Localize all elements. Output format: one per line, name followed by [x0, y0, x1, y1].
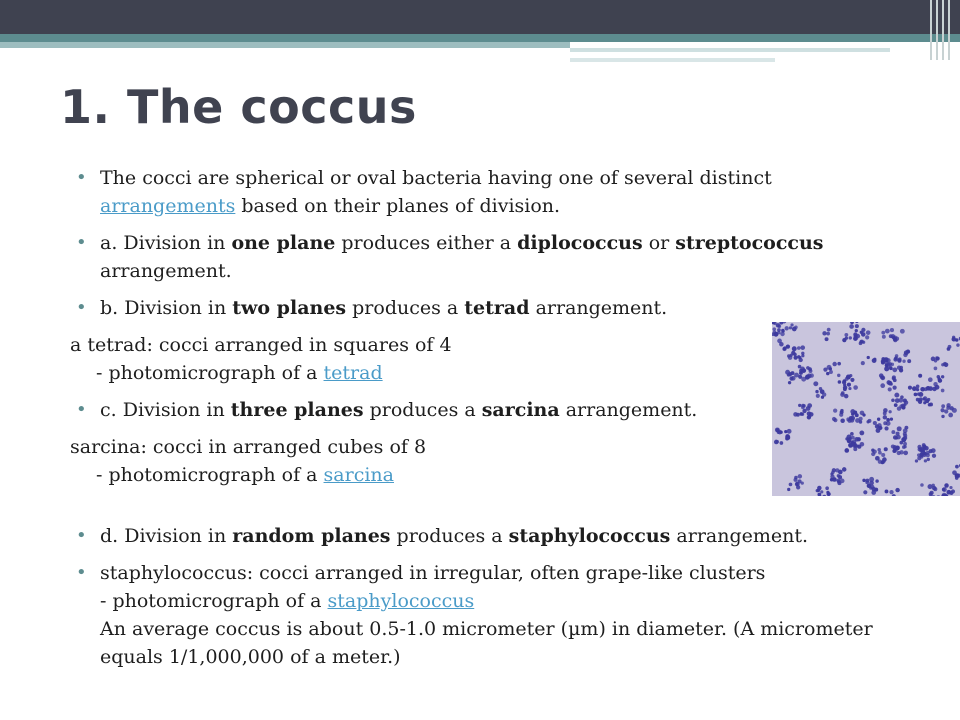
- staphylococcus-link[interactable]: staphylococcus: [327, 590, 475, 612]
- bullet-text: produces a: [346, 297, 465, 319]
- description-text: - photomicrograph of a: [96, 362, 324, 384]
- header-shade-line-short: [570, 58, 775, 62]
- slide-title: 1. The coccus: [60, 80, 417, 134]
- bullet-text: or: [642, 232, 676, 254]
- description-text: - photomicrograph of a: [96, 464, 324, 486]
- bullet-text: - photomicrograph of a: [100, 590, 328, 612]
- spacer: [74, 498, 908, 522]
- bold-term: one plane: [231, 232, 336, 254]
- header-accent-bar: [0, 34, 960, 42]
- bullet-staphylococcus: [74, 559, 908, 671]
- description-text: a tetrad: cocci arranged in squares of 4: [70, 334, 452, 356]
- bullet-text: produces either a: [335, 232, 518, 254]
- header-shade-bar: [0, 42, 570, 48]
- sarcina-link[interactable]: sarcina: [323, 464, 394, 486]
- bullet-text: c. Division in: [100, 399, 231, 421]
- bullet-text: arrangement.: [670, 525, 809, 547]
- header-bar: [0, 0, 960, 34]
- bullet-text: based on their planes of division.: [235, 195, 561, 217]
- bold-term: sarcina: [481, 399, 560, 421]
- bullet-text: a. Division in: [100, 232, 232, 254]
- bullet-two-planes: [74, 294, 908, 322]
- bullet-text: produces a: [390, 525, 509, 547]
- bold-term: two planes: [232, 297, 347, 319]
- bullet-text: arrangement.: [100, 260, 232, 282]
- bold-term: streptococcus: [675, 232, 824, 254]
- bullet-text: arrangement.: [559, 399, 698, 421]
- corner-decoration: [926, 0, 960, 60]
- bold-term: three planes: [230, 399, 364, 421]
- bullet-cocci-intro: [74, 164, 908, 220]
- arrangements-link[interactable]: arrangements: [100, 195, 236, 217]
- header-shade-line: [570, 48, 890, 52]
- tetrad-link[interactable]: tetrad: [323, 362, 383, 384]
- bold-term: tetrad: [464, 297, 530, 319]
- bullet-text: d. Division in: [100, 525, 233, 547]
- cocci-cells: [772, 322, 960, 496]
- bullet-text: staphylococcus: cocci arranged in irregular, often grape-like clusters: [100, 562, 766, 584]
- bullet-text: The cocci are spherical or oval bacteria having one of several distinct: [100, 167, 772, 189]
- bullet-one-plane: [74, 229, 908, 285]
- bold-term: diplococcus: [517, 232, 643, 254]
- bullet-random-planes: [74, 522, 908, 550]
- bullet-text: arrangement.: [529, 297, 668, 319]
- bullet-text: b. Division in: [100, 297, 233, 319]
- bold-term: staphylococcus: [508, 525, 671, 547]
- description-text: sarcina: cocci in arranged cubes of 8: [70, 436, 427, 458]
- bullet-text: An average coccus is about 0.5-1.0 micrometer (µm) in diameter. (A micrometer equals 1/1,000,000 of a meter.): [100, 618, 873, 668]
- bullet-text: produces a: [363, 399, 482, 421]
- micrograph-image: [772, 322, 960, 496]
- bold-term: random planes: [232, 525, 391, 547]
